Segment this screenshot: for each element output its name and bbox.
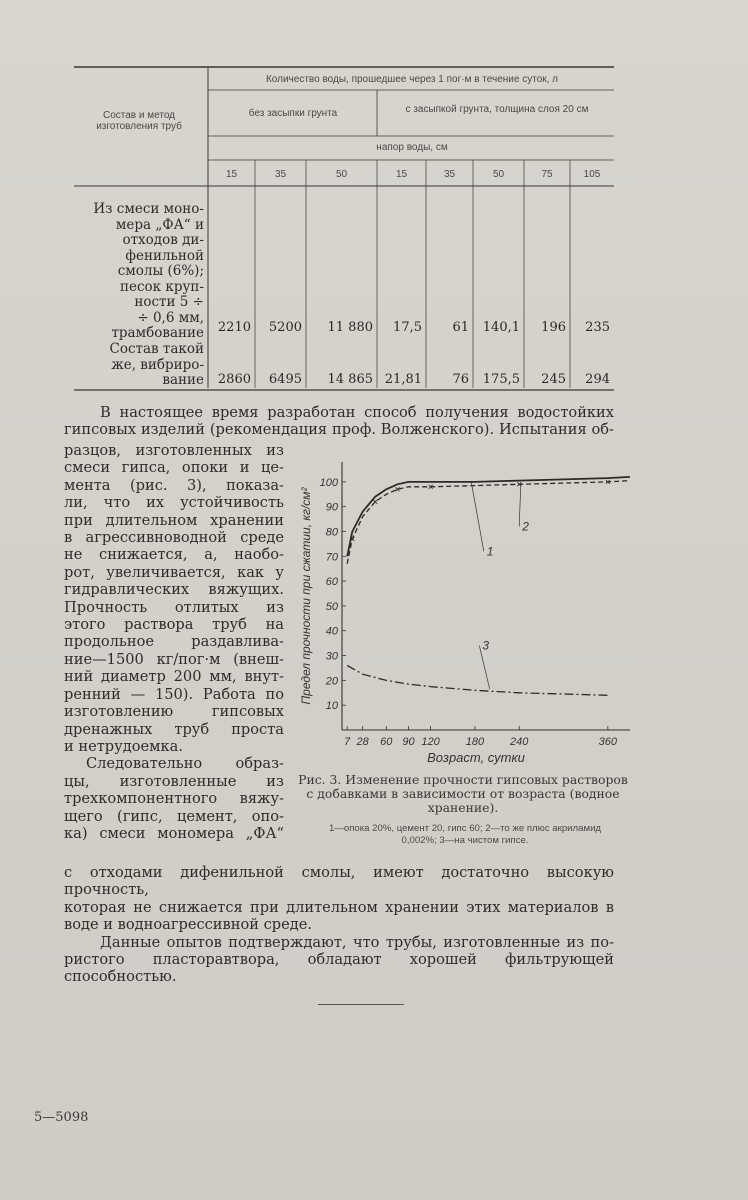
figure-legend — [292, 823, 638, 846]
table-cell: 175,5 — [482, 372, 520, 387]
pressure-header: напор воды, см — [376, 142, 448, 153]
column-header: 15 — [395, 169, 408, 180]
row-label-line: трамбование — [111, 325, 204, 341]
text-line: дренажных труб проста — [64, 720, 284, 738]
series-label-2: 2 — [522, 519, 529, 534]
text-line: продольное раздавлива- — [64, 633, 284, 651]
text-line: изготовлению гипсовых — [64, 703, 284, 721]
x-tick-label: 180 — [465, 736, 485, 748]
text-line: гипсовых изделий (рекомендация проф. Волженского). Испытания об- — [64, 421, 614, 439]
figure-3 — [296, 452, 640, 772]
table-cell: 76 — [452, 372, 469, 387]
text-line: Следовательно образ- — [86, 755, 284, 773]
x-tick-label: 120 — [421, 736, 440, 748]
row-label-2 — [74, 342, 204, 389]
table-cell: 61 — [452, 320, 469, 335]
y-tick-label: 50 — [325, 600, 338, 613]
table-cell: 196 — [541, 320, 566, 335]
y-tick-label: 90 — [325, 501, 338, 514]
text-line: ли, что их устойчивость — [64, 494, 284, 512]
series-line-3 — [347, 666, 608, 696]
signature-mark: 5—5098 — [34, 1110, 89, 1125]
x-tick-label: 60 — [380, 736, 393, 748]
row-label-line: же, вибриро- — [111, 356, 204, 373]
row-label-line: смолы (6%); — [117, 263, 204, 279]
y-tick-label: 10 — [325, 700, 338, 713]
text-line: ний диаметр 200 мм, внут- — [64, 668, 284, 686]
table-cell: 21,81 — [384, 372, 422, 387]
text-line: в агрессивноводной среде — [64, 529, 284, 547]
text-line: гидравлических вяжущих. — [64, 581, 284, 599]
y-tick-label: 40 — [325, 625, 338, 638]
column-header: 50 — [492, 169, 505, 180]
strength-chart — [296, 452, 640, 772]
text-line: ние—1500 кг/пог·м (внеш- — [64, 650, 284, 668]
y-tick-label: 80 — [325, 526, 338, 539]
text-line: мента (рис. 3), показа- — [64, 476, 284, 494]
column-header: 15 — [225, 169, 238, 180]
column-header: 50 — [335, 169, 348, 180]
data-table — [74, 66, 614, 396]
series-label-1: 1 — [486, 544, 494, 559]
text-line: ренний — 150). Работа по — [64, 685, 284, 703]
row-label-line: мера „ФА“ и — [115, 216, 204, 233]
legend-line: 1—опока 20%, цемент 20, гипс 60; 2—то же плюс акриламид — [328, 823, 602, 834]
text-line: которая не снижается при длительном хранении этих материалов в — [64, 898, 614, 916]
stub-header: Состав и метод изготовления труб — [96, 110, 182, 132]
top-header: Количество воды, прошедшее через 1 пог·м в течение суток, л — [265, 74, 559, 85]
figure-caption — [288, 773, 638, 815]
text-line: Данные опытов подтверждают, что трубы, изготовленные из по- — [100, 933, 614, 951]
intro-paragraph — [64, 404, 614, 439]
text-line: при длительном хранении — [64, 511, 284, 529]
table-cell: 2210 — [217, 320, 251, 335]
y-tick-label: 100 — [319, 476, 338, 489]
caption-line: хранение). — [427, 800, 499, 815]
group-header-backfill: с засыпкой грунта, толщина слоя 20 см — [405, 104, 589, 115]
row-label-line: песок круп- — [120, 278, 204, 295]
text-line: щего (гипс, цемент, опо- — [64, 807, 284, 825]
series-leader-1 — [471, 482, 484, 551]
y-tick-label: 20 — [325, 675, 338, 688]
row-label-line: отходов ди- — [122, 232, 204, 248]
column-header: 35 — [274, 169, 287, 180]
bottom-paragraphs — [64, 864, 614, 986]
text-line: ка) смеси мономера „ФА“ — [64, 824, 284, 842]
x-tick-label: 7 — [344, 736, 351, 748]
text-line: трехкомпонентного вяжу- — [64, 790, 284, 808]
table-cell: 245 — [541, 372, 566, 387]
table-cell: 2860 — [217, 372, 251, 387]
row-label-line: Из смеси моно- — [93, 201, 204, 217]
left-column-text — [64, 442, 284, 842]
series-point-2 — [373, 500, 377, 504]
legend-line: 0,002%; 3—на чистом гипсе. — [401, 834, 529, 846]
text-line: разцов, изготовленных из — [64, 442, 284, 459]
group-header-no-backfill: без засыпки грунта — [248, 108, 338, 119]
text-line: воде и водноагрессивной среде. — [64, 916, 313, 934]
column-header: 35 — [443, 169, 456, 180]
section-divider — [318, 1004, 404, 1005]
x-tick-label: 360 — [598, 736, 618, 748]
x-tick-label: 240 — [510, 736, 529, 748]
text-line: Прочность отлитых из — [64, 598, 284, 616]
text-line: ристого пласторавтвора, обладают хорошей фильтрующей способностью. — [64, 951, 614, 986]
caption-line: Рис. 3. Изменение прочности гипсовых растворов — [298, 772, 628, 787]
table-cell: 11 880 — [327, 320, 373, 335]
text-line: этого раствора труб на — [64, 616, 284, 634]
table-cell: 140,1 — [482, 320, 520, 335]
text-line: смеси гипса, опоки и це- — [64, 459, 284, 477]
table-cell: 235 — [585, 320, 610, 335]
series-label-3: 3 — [482, 638, 490, 653]
text-line: не снижается, а, наобо- — [64, 546, 284, 564]
x-tick-label: 28 — [356, 736, 369, 748]
row-label-line: фенильной — [125, 247, 204, 264]
y-tick-label: 60 — [325, 576, 338, 589]
text-line: цы, изготовленные из — [64, 772, 284, 790]
table-cell: 6495 — [268, 372, 302, 387]
row-label-line: ности 5 ÷ — [134, 294, 204, 310]
y-axis-label: Предел прочности при сжатии, кг/см² — [299, 487, 313, 705]
text-line: В настоящее время разработан способ получения водостойких — [100, 404, 614, 421]
table-cell: 294 — [585, 372, 610, 387]
text-line: с отходами дифенильной смолы, имеют достаточно высокую прочность, — [64, 864, 614, 899]
column-header: 105 — [583, 169, 601, 180]
row-label-line: вание — [162, 372, 204, 388]
table-cell: 5200 — [268, 320, 302, 335]
row-label-1 — [74, 202, 204, 342]
row-label-line: ÷ 0,6 мм, — [137, 309, 204, 326]
text-line: и нетрудоемка. — [64, 737, 183, 755]
row-label-line: Состав такой — [109, 341, 204, 357]
caption-line: с добавками в зависимости от возраста (водное — [306, 786, 620, 801]
x-axis-label: Возраст, сутки — [427, 750, 525, 765]
table-cell: 14 865 — [327, 372, 373, 387]
series-leader-2 — [519, 486, 520, 527]
y-tick-label: 30 — [325, 650, 338, 663]
y-tick-label: 70 — [325, 551, 338, 564]
table-cell: 17,5 — [393, 320, 422, 335]
x-tick-label: 90 — [402, 736, 415, 748]
column-header: 75 — [541, 169, 553, 180]
text-line: рот, увеличивается, как у — [64, 563, 284, 581]
